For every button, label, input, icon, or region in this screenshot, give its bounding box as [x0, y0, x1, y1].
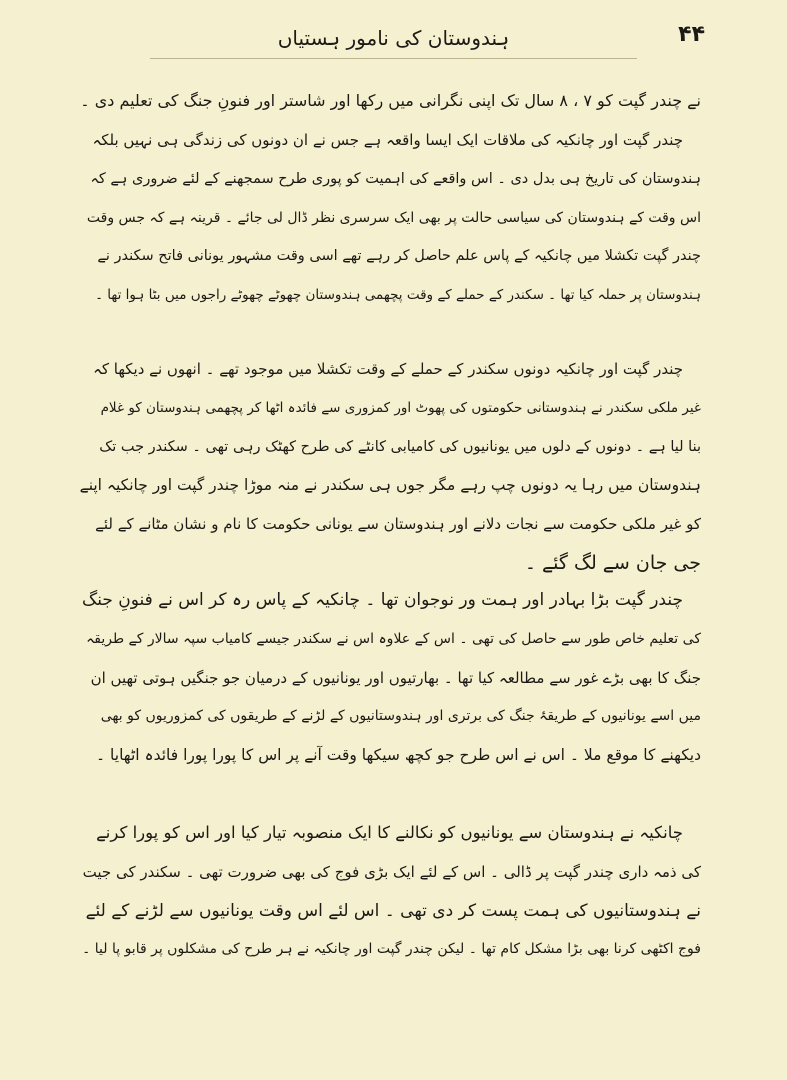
text-line: ہندوستان میں رہا یہ دونوں چپ رہے مگر جوں ہی سکندر نے منہ موڑا چندر گپت اور چانکیہ اپنے	[80, 476, 701, 495]
text-line: فوج اکٹھی کرنا بھی بڑا مشکل کام تھا ۔ لیکن چندر گپت اور چانکیہ نے ہر طرح کی مشکلوں پر قابو پا لیا ۔	[82, 941, 701, 958]
text-line: جی جان سے لگ گئے ۔	[524, 551, 701, 574]
paragraph-4	[80, 581, 701, 775]
text-line: چندر گپت اور چانکیہ کی ملاقات ایک ایسا واقعہ ہے جس نے ان دونوں کی زندگی ہی نہیں بلکہ	[92, 131, 683, 149]
paragraph-2	[80, 121, 701, 315]
text-line: اس وقت کے ہندوستان کی سیاسی حالت پر بھی ایک سرسری نظر ڈال لی جائے ۔ قرینہ ہے کہ جس وقت	[86, 209, 701, 226]
text-line: غیر ملکی سکندر نے ہندوستانی حکومتوں کی پھوٹ اور کمزوری سے فائدہ اٹھا کر پچھمی ہندوستان کو غلام	[100, 399, 701, 416]
paragraph-5	[80, 814, 701, 969]
paragraph-3	[80, 350, 701, 583]
text-line: چندر گپت بڑا بہادر اور ہمت ور نوجوان تھا ۔ چانکیہ کے پاس رہ کر اس نے فنونِ جنگ	[81, 590, 683, 610]
text-line: کو غیر ملکی حکومت سے نجات دلانے اور ہندوستان سے یونانی حکومت کا نام و نشان مٹانے کے لئے	[95, 515, 701, 534]
running-head: ہندوستان کی نامور ہستیاں	[277, 26, 510, 50]
text-line: ہندوستان کی تاریخ ہی بدل دی ۔ اس واقعے کی اہمیت کو پوری طرح سمجھنے کے لئے ضروری ہے کہ	[90, 170, 701, 187]
page-number: ۴۴	[678, 22, 705, 47]
text-line: کی تعلیم خاص طور سے حاصل کی تھی ۔ اس کے علاوہ اس نے سکندر جیسے کامیاب سپہ سالار کے طریقہ	[86, 630, 701, 647]
text-line: نے چندر گپت کو ۷ ، ۸ سال تک اپنی نگرانی میں رکھا اور شاستر اور فنونِ جنگ کی تعلیم دی ۔	[80, 91, 701, 110]
text-line: کی ذمہ داری چندر گپت پر ڈالی ۔ اس کے لئے ایک بڑی فوج کی بھی ضرورت تھی ۔ سکندر کی جیت	[82, 862, 701, 881]
text-line: چانکیہ نے ہندوستان سے یونانیوں کو نکالنے کا ایک منصوبہ تیار کیا اور اس کو پورا کرنے	[96, 823, 683, 842]
paragraph-1	[80, 82, 701, 121]
text-line: چندر گپت تکشلا میں چانکیہ کے پاس علم حاصل کر رہے تھے اسی وقت مشہور یونانی فاتح سکندر نے	[97, 248, 701, 265]
text-line: نے ہندوستانیوں کی ہمت پست کر دی تھی ۔ اس لئے اس وقت یونانیوں سے لڑنے کے لئے	[85, 900, 701, 921]
text-line: جنگ کا بھی بڑے غور سے مطالعہ کیا تھا ۔ بھارتیوں اور یونانیوں کے درمیان جو جنگیں ہوتی تھیں ان	[90, 668, 701, 687]
header-rule	[150, 58, 637, 59]
text-line: چندر گپت اور چانکیہ دونوں سکندر کے حملے کے وقت تکشلا میں موجود تھے ۔ انھوں نے دیکھا کہ	[93, 360, 683, 378]
text-line: ہندوستان پر حملہ کیا تھا ۔ سکندر کے حملے کے وقت پچھمی ہندوستان چھوٹے چھوٹے راجوں میں بٹا ہوا تھا ۔	[95, 287, 701, 304]
text-line: میں اسے یونانیوں کے طریقۂ جنگ کی برتری اور ہندوستانیوں کے لڑنے کے طریقوں کی کمزوریوں کو بھی	[100, 708, 701, 725]
text-line: دیکھنے کا موقع ملا ۔ اس نے اس طرح جو کچھ سیکھا وقت آنے پر اس کا پورا پورا فائدہ اٹھایا ۔	[96, 746, 701, 765]
text-line: بنا لیا ہے ۔ دونوں کے دلوں میں یونانیوں کی کامیابی کانٹے کی طرح کھٹک رہی تھی ۔ سکندر جب تک	[99, 438, 701, 455]
